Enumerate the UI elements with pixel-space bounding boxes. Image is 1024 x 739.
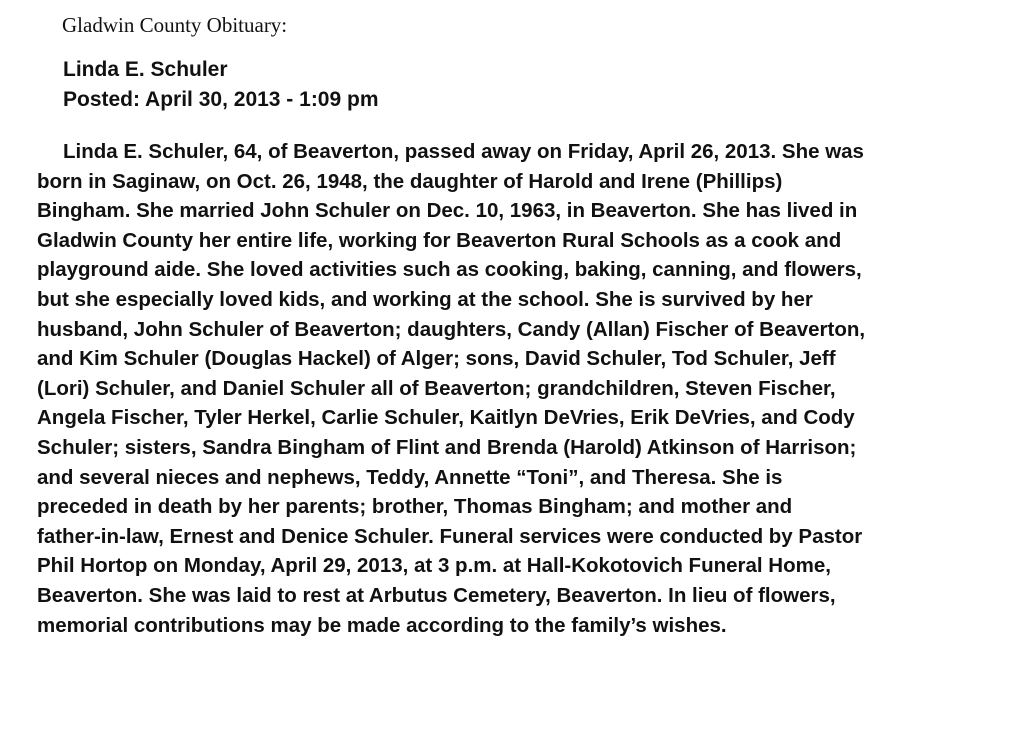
body-line: Linda E. Schuler, 64, of Beaverton, passed away on Friday, April 26, 2013. She was <box>63 140 864 163</box>
body-line: playground aide. She loved activities such as cooking, baking, canning, and flowers, <box>37 258 862 282</box>
body-line: Schuler; sisters, Sandra Bingham of Flint and Brenda (Harold) Atkinson of Harrison; <box>37 435 857 459</box>
body-line: husband, John Schuler of Beaverton; daughters, Candy (Allan) Fischer of Beaverton, <box>37 317 866 341</box>
body-line: father-in-law, Ernest and Denice Schuler. Funeral services were conducted by Pastor <box>37 524 863 548</box>
body-line: but she especially loved kids, and working at the school. She is survived by her <box>37 287 813 311</box>
document-title: Gladwin County Obituary: <box>62 13 288 37</box>
body-line: and Kim Schuler (Douglas Hackel) of Alger; sons, David Schuler, Tod Schuler, Jeff <box>37 347 836 371</box>
body-line: Gladwin County her entire life, working for Beaverton Rural Schools as a cook and <box>37 228 842 252</box>
body-line: memorial contributions may be made according to the family’s wishes. <box>37 613 727 637</box>
body-line: Phil Hortop on Monday, April 29, 2013, at 3 p.m. at Hall-Kokotovich Funeral Home, <box>37 554 831 578</box>
deceased-name: Linda E. Schuler <box>63 58 228 81</box>
body-line: born in Saginaw, on Oct. 26, 1948, the daughter of Harold and Irene (Phillips) <box>37 169 783 193</box>
body-line: and several nieces and nephews, Teddy, Annette “Toni”, and Theresa. She is <box>37 465 783 489</box>
body-line: Angela Fischer, Tyler Herkel, Carlie Schuler, Kaitlyn DeVries, Erik DeVries, and Cody <box>37 406 855 430</box>
posted-date: Posted: April 30, 2013 - 1:09 pm <box>63 88 379 111</box>
body-line: Beaverton. She was laid to rest at Arbutus Cemetery, Beaverton. In lieu of flowers, <box>37 583 836 607</box>
body-line: preceded in death by her parents; brother, Thomas Bingham; and mother and <box>37 495 793 519</box>
obituary-body <box>37 137 865 640</box>
body-line: (Lori) Schuler, and Daniel Schuler all of Beaverton; grandchildren, Steven Fischer, <box>37 376 836 400</box>
body-line: Bingham. She married John Schuler on Dec. 10, 1963, in Beaverton. She has lived in <box>37 199 858 223</box>
